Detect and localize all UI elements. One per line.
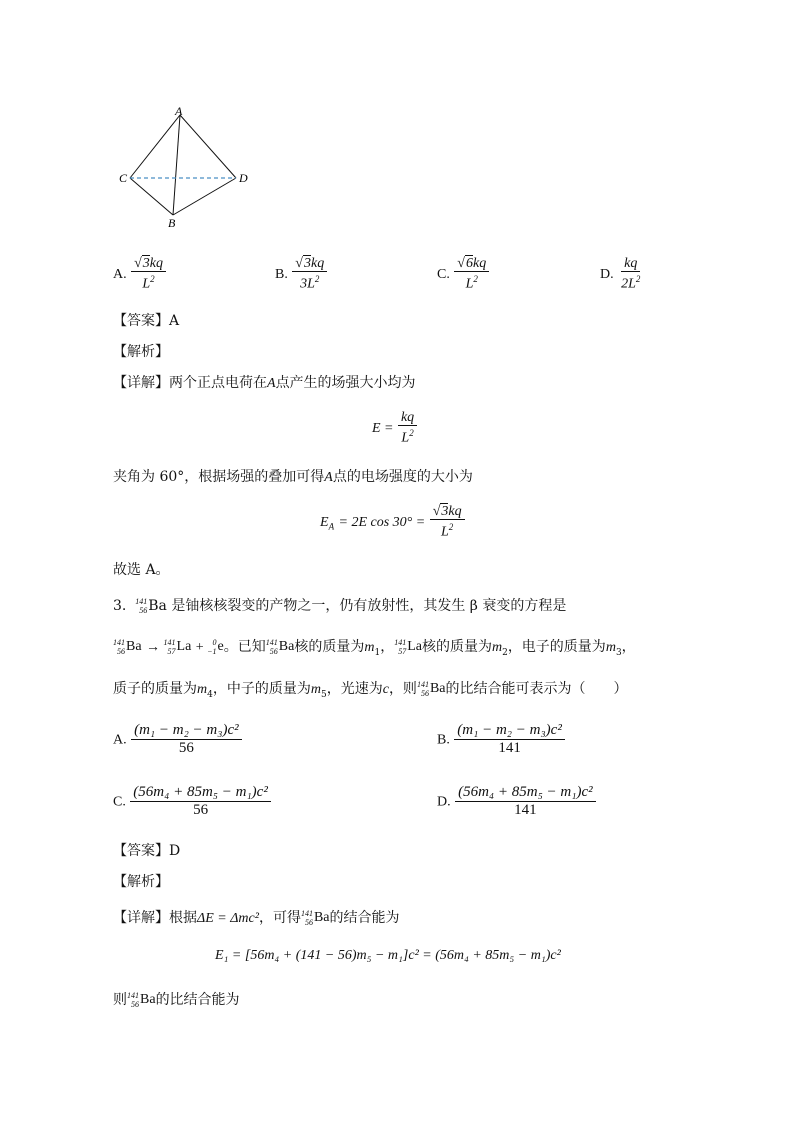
q3-stem: 3. 141 56 Ba 是铀核核裂变的产物之一，仍有放射性，其发生 β 衰变的方程是 xyxy=(113,597,567,615)
label-b: B xyxy=(168,216,176,230)
q2-option-a: A. $\frac{√3kq}{L^2}$ xyxy=(113,256,166,292)
q3-analysis: 【解析】 xyxy=(113,874,169,890)
q2-option-d: D. $\frac{kq}{2L^2}$ xyxy=(600,256,641,292)
q3-option-a: A. $\frac{\text{(m₁ − m₂ − m₃)c²}}{56}$ xyxy=(113,722,242,757)
q3-answer: 【答案】D xyxy=(113,843,181,859)
q2-line-2: 夹角为 60°，根据场强的叠加可得A点的电场强度的大小为 xyxy=(113,469,473,485)
tetrahedron-diagram xyxy=(110,105,260,230)
label-d: D xyxy=(239,171,248,185)
q3-binding-equation: E₁ = [56m₄ + (141 − 56)m₅ − m₁]c² = (56m₄ + 85m₅ − m₁)c² xyxy=(215,948,561,963)
edge-ad xyxy=(180,115,236,178)
q2-conclusion: 故选 A。 xyxy=(113,562,170,578)
edge-ab xyxy=(173,115,180,215)
q2-analysis: 【解析】 xyxy=(113,344,169,360)
q3-last-line: 则 141 56 Ba 的比结合能为 xyxy=(113,991,240,1009)
q2-answer: 【答案】A xyxy=(113,313,180,329)
q2-option-c: C. $\frac{√6kq}{L^2}$ xyxy=(437,256,489,292)
q3-detail: 【详解】根据ΔE = Δmc²，可得 141 56 Ba 的结合能为 xyxy=(113,909,400,927)
label-c: C xyxy=(119,171,128,185)
edge-cb xyxy=(130,178,173,215)
label-a: A xyxy=(175,105,183,118)
edge-ac xyxy=(130,115,180,178)
q2-equation-1: E = $\frac{kq}{L^2}$ xyxy=(372,410,417,446)
q3-option-d: D. $\frac{\text{(56m₄ + 85m₅ − m₁)c²}}{141}$ xyxy=(437,784,596,819)
q3-option-b: B. $\frac{\text{(m₁ − m₂ − m₃)c²}}{141}$ xyxy=(437,722,565,757)
q2-option-b: B. $\frac{√3kq}{3L^2}$ xyxy=(275,256,327,292)
q3-line-3: 质子的质量为$m_4$，中子的质量为$m_5$，光速为c，则 141 56 Ba 的比结合能可表示为（ ） xyxy=(113,680,628,700)
q2-equation-2: $E_A = 2E$ cos 30° = $\frac{√3kq}{L^2}$ xyxy=(320,504,465,540)
edge-db xyxy=(173,178,236,215)
q3-option-c: C. $\frac{\text{(56m₄ + 85m₅ − m₁)c²}}{56}$ xyxy=(113,784,271,819)
q2-detail: 【详解】两个正点电荷在A点产生的场强大小均为 xyxy=(113,375,416,391)
q3-equation-line: 141 56 Ba → 141 57 La + 0 −1 e 。已知 141 56 Ba 核的质量为$m_1$， 141 57 La 核的质量为$m_2$，电子的质量为$m_3$， xyxy=(113,638,636,658)
